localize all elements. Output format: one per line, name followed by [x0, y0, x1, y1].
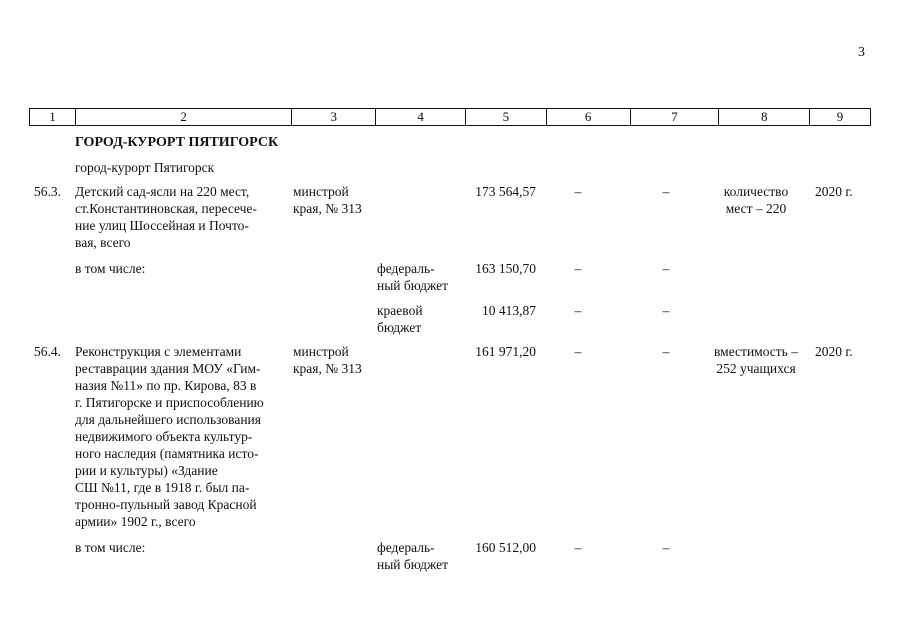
- capacity-line: вместимость –: [714, 344, 798, 359]
- completion-year: 2020 г.: [815, 184, 853, 199]
- column-header-5: 5: [466, 109, 547, 125]
- source-line: бюджет: [377, 320, 422, 335]
- col7-value: –: [662, 303, 670, 318]
- customer-line: минстрой: [293, 184, 349, 199]
- description-line: ние улиц Шоссейная и Почто-: [75, 218, 249, 233]
- object-description: [75, 343, 288, 530]
- sub-amount: 10 413,87: [482, 303, 536, 318]
- description-line: СШ №11, где в 1918 г. был па-: [75, 480, 250, 495]
- description-line: недвижимого объекта культур-: [75, 429, 253, 444]
- sub-amount: 160 512,00: [475, 540, 536, 555]
- source-line: федераль-: [377, 540, 435, 555]
- page-number: 3: [858, 45, 865, 60]
- col6-value: –: [574, 184, 582, 199]
- row-number: 56.4.: [34, 344, 61, 359]
- column-number-header: [29, 108, 871, 126]
- description-line: Детский сад-ясли на 220 мест,: [75, 184, 250, 199]
- source-line: ный бюджет: [377, 278, 449, 293]
- funding-source: [377, 302, 423, 336]
- source-line: ный бюджет: [377, 557, 449, 572]
- description-line: тронно-пульный завод Красной: [75, 497, 257, 512]
- including-label: в том числе:: [75, 261, 146, 276]
- column-header-4: 4: [376, 109, 466, 125]
- column-header-8: 8: [719, 109, 810, 125]
- description-line: вая, всего: [75, 235, 131, 250]
- column-header-9: 9: [836, 109, 844, 124]
- description-line: рии и культуры) «Здание: [75, 463, 218, 478]
- column-header-6: 6: [547, 109, 631, 125]
- col7-value: –: [662, 540, 670, 555]
- funding-source: [377, 539, 448, 573]
- description-line: назия №11» по пр. Кирова, 83 в: [75, 378, 257, 393]
- capacity-line: мест – 220: [725, 201, 787, 216]
- total-amount: 161 971,20: [475, 344, 536, 359]
- col7-value: –: [662, 261, 670, 276]
- description-line: ст.Константиновская, пересече-: [75, 201, 257, 216]
- section-title: ГОРОД-КУРОРТ ПЯТИГОРСК: [75, 135, 279, 150]
- col6-value: –: [574, 261, 582, 276]
- capacity-line: количество: [723, 184, 789, 199]
- capacity: [706, 183, 806, 217]
- col6-value: –: [574, 303, 582, 318]
- description-line: армии» 1902 г., всего: [75, 514, 196, 529]
- description-line: г. Пятигорске и приспособлению: [75, 395, 264, 410]
- column-header-7: 7: [631, 109, 720, 125]
- completion-year: 2020 г.: [815, 344, 853, 359]
- col7-value: –: [662, 344, 670, 359]
- column-header-1: 1: [30, 109, 76, 125]
- col7-value: –: [662, 184, 670, 199]
- total-amount: 173 564,57: [475, 184, 536, 199]
- capacity: [704, 343, 808, 377]
- description-line: реставрации здания МОУ «Гим-: [75, 361, 261, 376]
- column-header-3: 3: [292, 109, 376, 125]
- source-line: краевой: [377, 303, 423, 318]
- description-line: для дальнейшего использования: [75, 412, 261, 427]
- source-line: федераль-: [377, 261, 435, 276]
- col6-value: –: [574, 540, 582, 555]
- funding-source: [377, 260, 448, 294]
- customer-line: минстрой: [293, 344, 349, 359]
- row-number: 56.3.: [34, 184, 61, 199]
- customer-line: края, № 313: [293, 361, 362, 376]
- customer: [293, 183, 362, 217]
- object-description: [75, 183, 288, 251]
- description-line: Реконструкция с элементами: [75, 344, 242, 359]
- including-label: в том числе:: [75, 540, 146, 555]
- customer-line: края, № 313: [293, 201, 362, 216]
- section-subtitle: город-курорт Пятигорск: [75, 160, 215, 175]
- capacity-line: 252 учащихся: [716, 361, 796, 376]
- customer: [293, 343, 362, 377]
- sub-amount: 163 150,70: [475, 261, 536, 276]
- column-header-2: 2: [76, 109, 292, 125]
- description-line: ного наследия (памятника исто-: [75, 446, 259, 461]
- col6-value: –: [574, 344, 582, 359]
